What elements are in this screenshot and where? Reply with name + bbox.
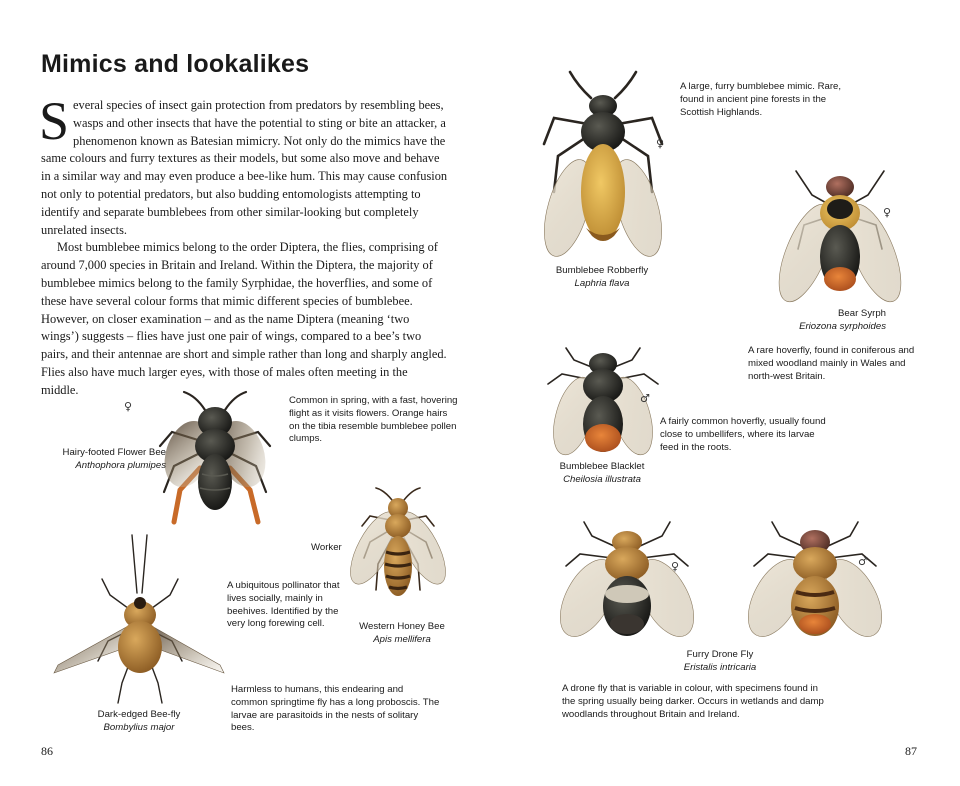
species-scientific-name: Eristalis intricaria	[683, 661, 757, 673]
species-name: Hairy-footed Flower Bee	[62, 447, 166, 458]
species-name: Bumblebee Robberfly	[555, 265, 649, 276]
intro-paragraph-1	[39, 91, 448, 239]
species-name: Bumblebee Blacklet	[559, 461, 645, 472]
bee-fly-label	[69, 709, 209, 735]
intro-paragraph-1-text: everal species of insect gain protection from predators by resembling bees, wasps and other insects that have the potential to sting or bite an attacker, a phenomenon known as Batesian mimicry. Not only do the mimics have the same colours and furry textures as their models, but some also move and behave in a similar way and may even produce a bee-like hum. This may cause confusion not only to potential predators, but also budding entomologists attempting to identify and separate bumblebees from other similar-looking but completely unrelated insects.	[41, 98, 448, 237]
female-symbol: ♀	[656, 137, 665, 150]
species-name: Bear Syrph	[838, 308, 886, 319]
honey-bee-caste: Worker	[311, 542, 342, 553]
species-name: Furry Drone Fly	[686, 649, 754, 660]
drone-fly-description: A drone fly that is variable in colour, with specimens found in the spring usually being darker. Occurs in wetlands and damp woodlands throughout Britain and Ireland.	[562, 683, 824, 720]
species-scientific-name: Laphria flava	[574, 277, 630, 289]
flower-bee-description: Common in spring, with a fast, hovering flight as it visits flowers. Orange hairs on the tibia resemble bumblebee pollen clumps.	[289, 395, 458, 445]
blacklet-description: A fairly common hoverfly, usually found close to umbellifers, where its larvae feed in the roots.	[660, 416, 826, 453]
page-number-right: 87	[905, 744, 917, 758]
species-scientific-name: Cheilosia illustrata	[563, 473, 641, 485]
honey-bee-illustration	[346, 486, 450, 620]
species-scientific-name: Bombylius major	[103, 721, 175, 733]
blacklet-label	[540, 461, 664, 487]
species-scientific-name: Apis mellifera	[373, 633, 431, 645]
male-symbol: ♂	[640, 392, 650, 405]
species-scientific-name: Anthophora plumipes	[75, 459, 166, 471]
flower-bee-illustration	[150, 388, 280, 530]
species-name: Western Honey Bee	[359, 621, 445, 632]
flower-bee-label	[40, 447, 166, 473]
drone-fly-female-illustration	[554, 520, 700, 644]
male-symbol: ♂	[858, 555, 868, 568]
drone-fly-label	[668, 649, 772, 675]
intro-paragraph-2: Most bumblebee mimics belong to the order Diptera, the flies, comprising of around 7,000 species in Britain and Ireland. Within the Diptera, the majority of bumblebee mimics belong to the family Syrphidae, the hoverflies, and some of these have several colour forms that mimic different species of bumblebee. However, on closer examination – and as the name Diptera (meaning ‘two wings’) suggests – flies have just one pair of wings, compared to a bee’s two pairs, and their antennae are short and simple rather than long and sharply angled. Flies also have much larger eyes, with those of males often meeting in the middle.	[41, 240, 447, 397]
page-title: Mimics and lookalikes	[41, 50, 310, 78]
female-symbol: ♀	[883, 206, 892, 219]
bee-fly-illustration	[52, 533, 227, 705]
robberfly-label	[540, 265, 664, 291]
female-symbol: ♀	[124, 400, 133, 413]
robberfly-illustration	[536, 68, 670, 264]
drop-cap: S	[39, 91, 70, 151]
intro-text	[39, 91, 448, 400]
robberfly-description: A large, furry bumblebee mimic. Rare, found in ancient pine forests in the Scottish Highlands.	[680, 81, 842, 118]
bear-syrph-description: A rare hoverfly, found in coniferous and mixed woodland mainly in Wales and north-west Britain.	[748, 345, 915, 382]
honey-bee-description: A ubiquitous pollinator that lives socially, mainly in beehives. Identified by the very long forewing cell.	[227, 580, 340, 630]
bear-syrph-illustration	[776, 165, 904, 311]
honey-bee-label	[352, 621, 452, 647]
page-number-left: 86	[41, 744, 53, 758]
drone-fly-male-illustration	[742, 520, 888, 644]
bee-fly-description: Harmless to humans, this endearing and common springtime fly has a long proboscis. The larvae are parasitoids in the nests of solitary bees.	[231, 684, 440, 734]
species-name: Dark-edged Bee-fly	[97, 709, 181, 720]
female-symbol: ♀	[671, 560, 680, 573]
species-scientific-name: Eriozona syrphoides	[799, 320, 886, 332]
bear-syrph-label	[760, 308, 886, 334]
